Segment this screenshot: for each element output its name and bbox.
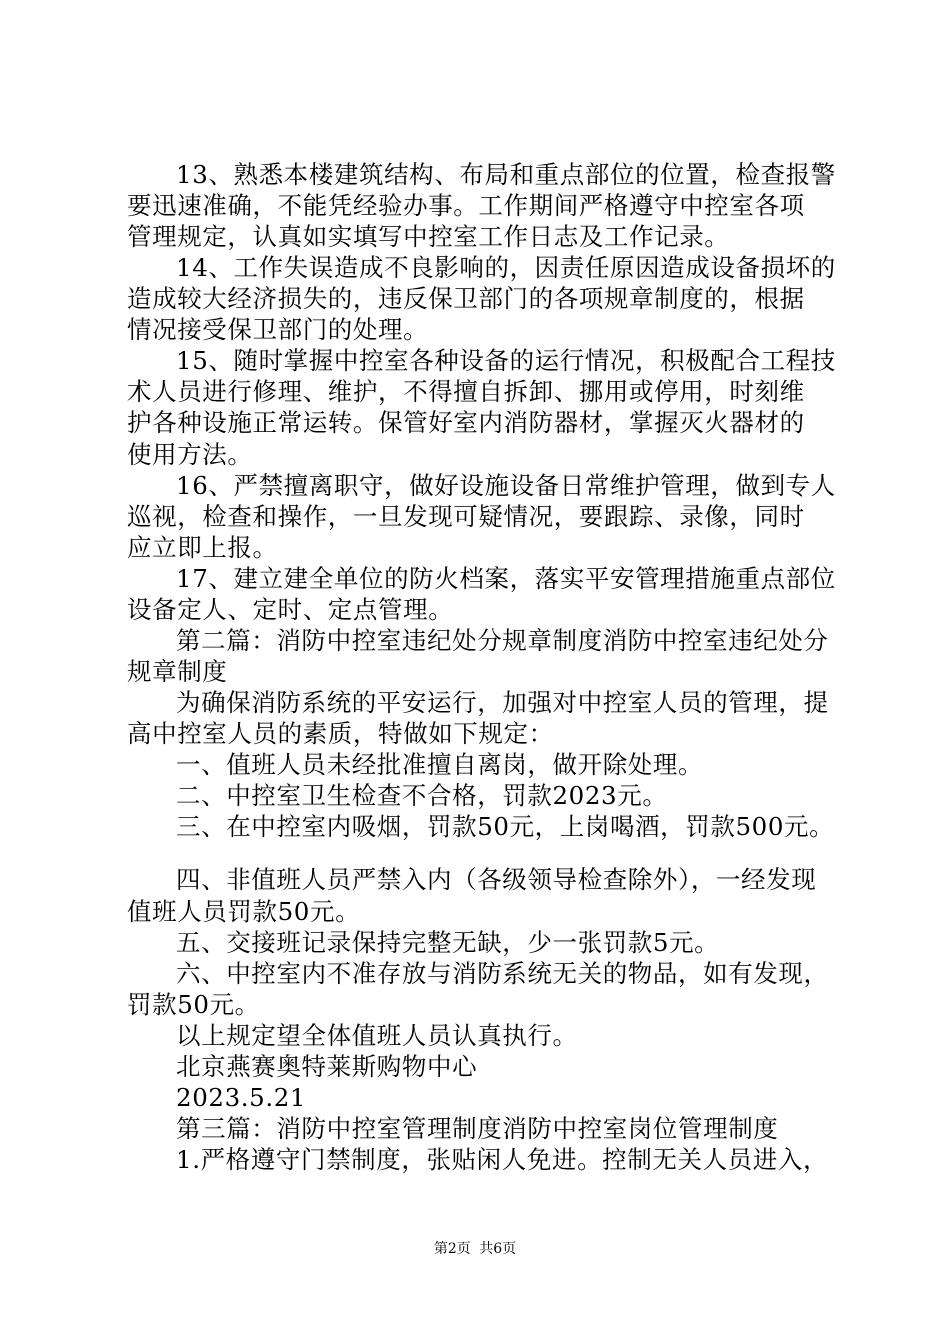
text-line: 罚款50元。 — [127, 990, 260, 1019]
text-line: 四、非值班人员严禁入内（各级领导检查除外），一经发现 — [176, 865, 817, 894]
section-heading: 第二篇：消防中控室违纪处分规章制度消防中控室违纪处分 — [176, 626, 829, 655]
text-line: 护各种设施正常运转。保管好室内消防器材，掌握灭火器材的 — [127, 408, 805, 437]
text-line: 16、严禁擅离职守，做好设施设备日常维护管理，做到专人 — [176, 471, 836, 500]
text-line: 三、在中控室内吸烟，罚款50元，上岗喝酒，罚款500元。 — [176, 812, 835, 841]
text-line: 管理规定，认真如实填写中控室工作日志及工作记录。 — [127, 222, 730, 251]
section-heading: 规章制度 — [127, 657, 228, 686]
text-line: 一、值班人员未经批准擅自离岗，做开除处理。 — [176, 750, 704, 779]
text-line: 14、工作失误造成不良影响的，因责任原因造成设备损坏的 — [176, 253, 836, 282]
text-line: 造成较大经济损失的，违反保卫部门的各项规章制度的，根据 — [127, 284, 805, 313]
text-line: 以上规定望全体值班人员认真执行。 — [176, 1021, 578, 1050]
text-line: 使用方法。 — [127, 440, 253, 469]
text-line: 17、建立建全单位的防火档案，落实平安管理措施重点部位 — [176, 564, 836, 593]
text-line: 为确保消防系统的平安运行，加强对中控室人员的管理，提 — [176, 688, 829, 717]
text-line: 五、交接班记录保持完整无缺，少一张罚款5元。 — [176, 928, 720, 957]
text-line: 情况接受保卫部门的处理。 — [127, 315, 429, 344]
section-heading: 第三篇：消防中控室管理制度消防中控室岗位管理制度 — [176, 1114, 779, 1143]
signature-organization: 北京燕赛奥特莱斯购物中心 — [176, 1052, 478, 1081]
text-line: 要迅速准确，不能凭经验办事。工作期间严格遵守中控室各项 — [127, 191, 805, 220]
page-number: 第2页 — [433, 1241, 471, 1257]
page-total: 共6页 — [479, 1241, 517, 1257]
text-line: 六、中控室内不准存放与消防系统无关的物品，如有发现， — [176, 959, 829, 988]
page-footer — [0, 1240, 950, 1258]
text-line: 13、熟悉本楼建筑结构、布局和重点部位的位置，检查报警 — [176, 160, 836, 189]
text-line: 1.严格遵守门禁制度，张贴闲人免进。控制无关人员进入， — [176, 1145, 829, 1174]
text-line: 术人员进行修理、维护，不得擅自拆卸、挪用或停用，时刻维 — [127, 377, 805, 406]
signature-date: 2023.5.21 — [176, 1083, 307, 1112]
text-line: 值班人员罚款50元。 — [127, 897, 361, 926]
text-line: 巡视，检查和操作，一旦发现可疑情况，要跟踪、录像，同时 — [127, 502, 805, 531]
text-line: 高中控室人员的素质，特做如下规定： — [127, 719, 554, 748]
text-line: 15、随时掌握中控室各种设备的运行情况，积极配合工程技 — [176, 346, 836, 375]
text-line: 二、中控室卫生检查不合格，罚款2023元。 — [176, 781, 668, 810]
text-line: 应立即上报。 — [127, 533, 278, 562]
text-line: 设备定人、定时、定点管理。 — [127, 595, 454, 624]
